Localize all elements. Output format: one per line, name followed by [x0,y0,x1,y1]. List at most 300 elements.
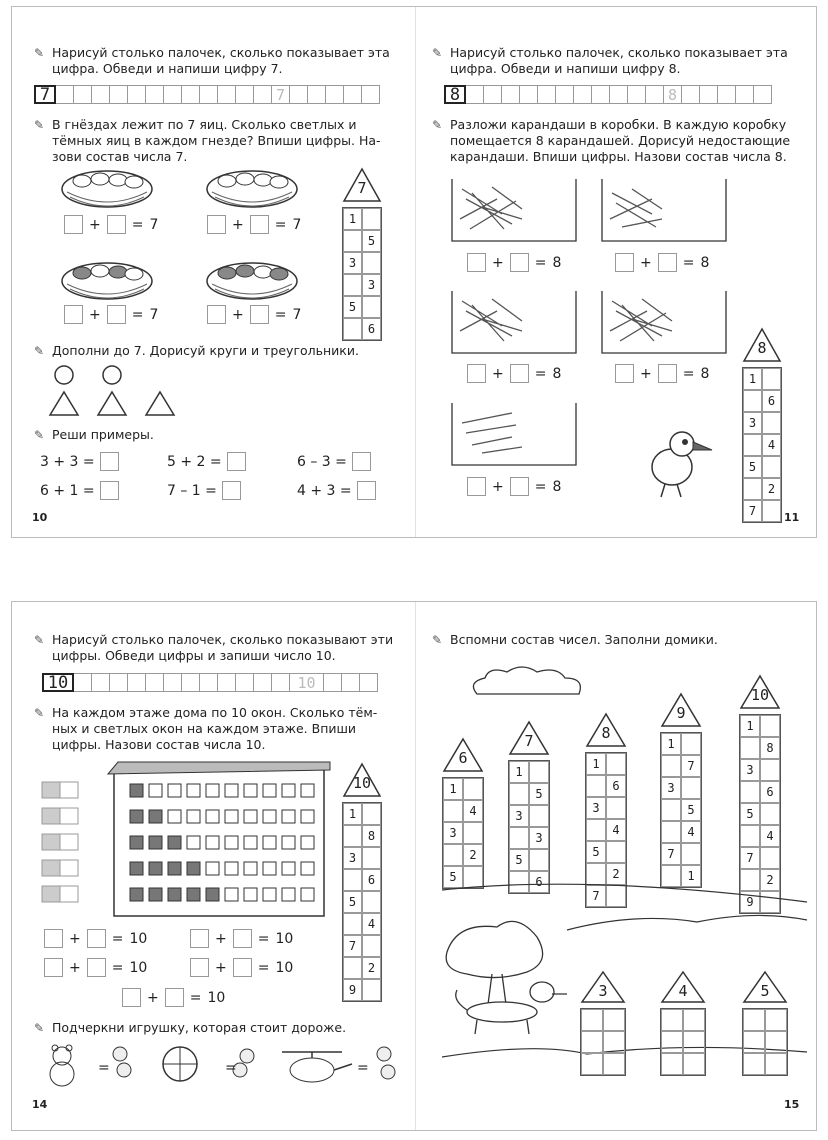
house-cell[interactable]: 1 [509,761,529,783]
legend-dark-square [42,782,60,798]
window [282,784,295,797]
write-cell[interactable] [92,85,110,104]
window [301,784,314,797]
equals-sign: = [225,1060,237,1076]
house-cell[interactable]: 4 [681,821,701,843]
pencil-boxes [452,179,772,469]
p15-house-6 [442,737,484,889]
house-cell[interactable]: 4 [463,800,483,822]
house-cell[interactable]: 4 [762,434,781,456]
window [168,784,181,797]
write-cell[interactable] [610,85,628,104]
answer-box[interactable] [467,477,486,496]
house-cell[interactable]: 3 [661,777,681,799]
house-cell[interactable]: 5 [362,230,381,252]
house-cell[interactable] [581,1009,603,1031]
house-cell[interactable]: 6 [762,390,781,412]
house-cell[interactable]: 8 [760,737,780,759]
house-roof-number: 9 [676,704,686,722]
house-roof-number: 8 [601,724,611,742]
write-cell[interactable] [754,85,772,104]
write-cell[interactable] [556,85,574,104]
house-cell[interactable] [683,1053,705,1075]
answer-box[interactable] [122,988,141,1007]
house-cell[interactable] [681,777,701,799]
house-cell[interactable] [606,753,626,775]
write-cell[interactable] [342,673,360,692]
p10-digit-row [34,85,380,104]
answer-box[interactable] [233,929,252,948]
house-cell[interactable] [586,775,606,797]
house-cell[interactable] [443,844,463,866]
house-cell[interactable] [529,761,549,783]
answer-box[interactable] [100,452,119,471]
house-cell[interactable]: 5 [343,296,362,318]
equals-sign: = [98,1060,110,1076]
house-cell[interactable] [509,783,529,805]
answer-box[interactable] [250,305,269,324]
window [263,784,276,797]
circle-shape [55,366,73,384]
window [187,862,200,875]
answer-box[interactable] [357,481,376,500]
house-cell[interactable] [661,1031,683,1053]
house-cell[interactable] [443,800,463,822]
write-cell[interactable] [164,673,182,692]
dog-icon [456,982,567,1034]
house-cell[interactable] [743,1031,765,1053]
house-cell[interactable] [463,778,483,800]
answer-box[interactable] [233,958,252,977]
write-cell[interactable] [110,673,128,692]
write-cell[interactable] [502,85,520,104]
house-cell[interactable] [603,1053,625,1075]
house-cell[interactable] [603,1009,625,1031]
house-cell[interactable]: 4 [606,819,626,841]
house-cell[interactable] [762,412,781,434]
write-cell[interactable] [182,673,200,692]
p14-trace-digit[interactable]: 10 [290,673,324,692]
house-cell[interactable] [743,1053,765,1075]
p11-trace-digit[interactable]: 8 [664,85,682,104]
window [225,836,238,849]
answer-box[interactable] [658,364,677,383]
house-cell[interactable]: 3 [740,759,760,781]
house-cell[interactable]: 1 [586,753,606,775]
house-cell[interactable] [603,1031,625,1053]
p14-task2: ✎ На каждом этаже дома по 10 окон. Сколько тём- ных и светлых окон на каждом этаже. Впиши цифры. Назови состав числа 10. [34,705,378,752]
answer-box[interactable] [227,452,246,471]
house-cell[interactable]: 5 [443,866,463,888]
house-cell[interactable]: 2 [463,844,483,866]
house-cell[interactable] [661,755,681,777]
house-cell[interactable] [362,252,381,274]
house-cell[interactable] [661,821,681,843]
windows-building [42,762,332,922]
house-cell[interactable]: 1 [743,368,762,390]
example: 3 + 3 = [40,452,119,471]
window [130,862,143,875]
write-cell[interactable] [718,85,736,104]
window [301,862,314,875]
answer-box[interactable] [165,988,184,1007]
answer-box[interactable] [615,364,634,383]
p11-task1: ✎ Нарисуй столько палочек, сколько показывает эта цифра. Обведи и напиши цифру 8. [432,45,788,76]
teddy-bear-icon [50,1045,74,1086]
nest-3 [62,263,152,299]
spread-pages-14-15 [11,601,817,1131]
house-grid [580,1008,626,1076]
window [168,836,181,849]
write-cell[interactable] [74,85,92,104]
window [244,836,257,849]
house-cell[interactable] [343,318,362,340]
house-cell[interactable] [760,803,780,825]
write-cell[interactable] [574,85,592,104]
house-cell[interactable]: 1 [661,733,681,755]
helicopter-icon [282,1052,352,1082]
write-cell[interactable] [236,85,254,104]
house-cell[interactable]: 8 [362,825,381,847]
house-cell[interactable] [581,1031,603,1053]
house-cell[interactable]: 3 [443,822,463,844]
pencil-icon: ✎ [34,46,45,60]
triangle-shape [98,392,126,415]
write-cell[interactable] [200,85,218,104]
answer-box[interactable] [107,305,126,324]
answer-box[interactable] [250,215,269,234]
window [301,888,314,901]
house-cell[interactable]: 5 [740,803,760,825]
house-cell[interactable]: 6 [362,869,381,891]
answer-box[interactable] [190,958,209,977]
house-cell[interactable]: 7 [743,500,762,522]
answer-box[interactable] [510,253,529,272]
house-cell[interactable] [740,825,760,847]
house-cell[interactable]: 3 [362,274,381,296]
pencil-icon: ✎ [34,344,45,358]
write-cell[interactable] [236,673,254,692]
house-cell[interactable]: 3 [343,847,362,869]
house-cell[interactable] [681,843,701,865]
write-cell[interactable] [56,85,74,104]
p10-equation: + = 7 [207,215,301,234]
p14-digit: 10 [42,673,74,692]
answer-box[interactable] [87,958,106,977]
house-cell[interactable]: 4 [760,825,780,847]
answer-box[interactable] [64,215,83,234]
p15-house-8 [585,712,627,908]
house-cell[interactable] [765,1031,787,1053]
house-cell[interactable] [606,841,626,863]
box-5 [452,403,576,465]
house-cell[interactable] [743,478,762,500]
write-cell[interactable] [272,673,290,692]
page-number: 14 [32,1098,48,1111]
house-cell[interactable] [586,819,606,841]
p11-equation: + = 8 [467,253,561,272]
house-cell[interactable]: 3 [509,805,529,827]
house-cell[interactable] [343,869,362,891]
house-cell[interactable] [529,849,549,871]
window [282,888,295,901]
write-cell[interactable] [200,673,218,692]
house-cell[interactable]: 2 [606,863,626,885]
house-cell[interactable] [606,797,626,819]
house-cell[interactable]: 5 [586,841,606,863]
p14-task1: ✎ Нарисуй столько палочек, сколько показывают эти цифры. Обведи цифры и запиши число 10. [34,632,394,663]
house-cell[interactable]: 2 [362,957,381,979]
write-cell[interactable] [128,673,146,692]
answer-box[interactable] [44,958,63,977]
house-cell[interactable] [760,847,780,869]
answer-box[interactable] [44,929,63,948]
window [301,810,314,823]
house-cell[interactable]: 3 [529,827,549,849]
write-cell[interactable] [128,85,146,104]
window [187,888,200,901]
house-cell[interactable] [343,274,362,296]
triangle-shape [50,392,78,415]
house-cell[interactable]: 3 [343,252,362,274]
house-cell[interactable] [362,935,381,957]
house-cell[interactable]: 1 [343,803,362,825]
p10-trace-digit[interactable]: 7 [272,85,290,104]
page-fold [415,602,416,1130]
answer-box[interactable] [64,305,83,324]
answer-box[interactable] [207,305,226,324]
house-cell[interactable]: 6 [529,871,549,893]
house-cell[interactable] [362,847,381,869]
house-cell[interactable]: 7 [586,885,606,907]
answer-box[interactable] [207,215,226,234]
write-cell[interactable] [308,85,326,104]
answer-box[interactable] [87,929,106,948]
house-cell[interactable] [529,805,549,827]
answer-box[interactable] [510,364,529,383]
example: 5 + 2 = [167,452,246,471]
house-cell[interactable] [765,1009,787,1031]
cloud-illustration [467,664,597,704]
ball-icon [163,1047,197,1081]
answer-box[interactable] [510,477,529,496]
house-cell[interactable] [681,733,701,755]
p10-equation: + = 7 [207,305,301,324]
p11-number-house [742,327,782,523]
house-cell[interactable] [765,1053,787,1075]
house-cell[interactable] [762,456,781,478]
house-cell[interactable] [661,1009,683,1031]
p10-number-house [342,167,382,341]
pencil-icon: ✎ [34,1021,45,1035]
write-cell[interactable] [466,85,484,104]
window [244,784,257,797]
window [149,862,162,875]
pencil-icon: ✎ [432,46,443,60]
house-cell[interactable]: 5 [681,799,701,821]
house-cell[interactable]: 7 [681,755,701,777]
write-cell[interactable] [110,85,128,104]
answer-box[interactable] [190,929,209,948]
pencil-icon: ✎ [34,633,45,647]
house-cell[interactable]: 5 [529,783,549,805]
p10-task3: ✎ Дополни до 7. Дорисуй круги и треугольники. [34,343,359,358]
house-cell[interactable] [661,799,681,821]
house-cell[interactable]: 1 [443,778,463,800]
write-cell[interactable] [360,673,378,692]
write-cell[interactable] [538,85,556,104]
write-cell[interactable] [290,85,308,104]
house-roof-number: 3 [598,982,608,1000]
window [130,810,143,823]
write-cell[interactable] [146,85,164,104]
write-cell[interactable] [254,673,272,692]
page-fold [415,7,416,537]
answer-box[interactable] [467,253,486,272]
window [263,836,276,849]
coins-icon [377,1047,395,1079]
house-cell[interactable] [581,1053,603,1075]
house-cell[interactable]: 6 [760,781,780,803]
answer-box[interactable] [352,452,371,471]
house-cell[interactable]: 3 [743,412,762,434]
write-cell[interactable] [218,85,236,104]
house-cell[interactable] [762,500,781,522]
write-cell[interactable] [92,673,110,692]
window [187,784,200,797]
write-cell[interactable] [736,85,754,104]
window [206,888,219,901]
house-cell[interactable] [343,230,362,252]
window [225,862,238,875]
legend-light-square [60,782,78,798]
answer-box[interactable] [467,364,486,383]
write-cell[interactable] [218,673,236,692]
write-cell[interactable] [74,673,92,692]
house-cell[interactable]: 9 [740,891,760,913]
window [130,836,143,849]
house-cell[interactable]: 4 [362,913,381,935]
house-cell[interactable]: 1 [740,715,760,737]
p11-equation: + = 8 [615,253,709,272]
house-cell[interactable]: 1 [343,208,362,230]
house-cell[interactable] [743,434,762,456]
answer-box[interactable] [100,481,119,500]
write-cell[interactable] [484,85,502,104]
house-cell[interactable] [362,208,381,230]
pencil-icon: ✎ [432,633,443,647]
write-cell[interactable] [324,673,342,692]
write-cell[interactable] [646,85,664,104]
house-cell[interactable] [683,1009,705,1031]
page-number: 10 [32,511,48,524]
house-grid [660,1008,706,1076]
house-cell[interactable]: 9 [343,979,362,1001]
p10-task4: ✎ Реши примеры. [34,427,154,442]
p15-house-10 [739,674,781,914]
house-cell[interactable]: 7 [661,843,681,865]
house-cell[interactable] [343,913,362,935]
answer-box[interactable] [658,253,677,272]
house-cell[interactable]: 3 [586,797,606,819]
write-cell[interactable] [182,85,200,104]
answer-box[interactable] [615,253,634,272]
house-cell[interactable]: 2 [762,478,781,500]
window [282,836,295,849]
write-cell[interactable] [146,673,164,692]
toys-row [42,1042,402,1092]
write-cell[interactable] [628,85,646,104]
house-cell[interactable]: 5 [343,891,362,913]
legend-light-square [60,808,78,824]
write-cell[interactable] [520,85,538,104]
p14-equation: + = 10 [190,929,293,948]
house-cell[interactable] [362,891,381,913]
house-cell[interactable]: 6 [606,775,626,797]
answer-box[interactable] [222,481,241,500]
write-cell[interactable] [344,85,362,104]
nests-illustration [62,167,362,327]
house-cell[interactable] [362,803,381,825]
house-cell[interactable] [743,390,762,412]
house-cell[interactable] [463,822,483,844]
write-cell[interactable] [326,85,344,104]
house-cell[interactable] [509,827,529,849]
house-cell[interactable]: 5 [743,456,762,478]
house-cell[interactable] [343,825,362,847]
window [301,836,314,849]
house-cell[interactable]: 7 [740,847,760,869]
p11-equation: + = 8 [467,364,561,383]
window [206,810,219,823]
house-cell[interactable] [343,957,362,979]
house-cell[interactable]: 1 [681,865,701,887]
p14-equation: + = 10 [44,929,147,948]
answer-box[interactable] [107,215,126,234]
house-cell[interactable]: 2 [760,869,780,891]
write-cell[interactable] [254,85,272,104]
house-cell[interactable] [661,1053,683,1075]
p14-number-house [342,762,382,1002]
house-cell[interactable] [362,979,381,1001]
p14-equation: + = 10 [190,958,293,977]
box-2 [602,179,726,241]
write-cell[interactable] [682,85,700,104]
window [149,810,162,823]
house-cell[interactable] [760,759,780,781]
house-cell[interactable] [740,781,760,803]
house-cell[interactable] [762,368,781,390]
house-cell[interactable] [760,715,780,737]
house-cell[interactable] [683,1031,705,1053]
equals-sign: = [357,1060,369,1076]
write-cell[interactable] [700,85,718,104]
write-cell[interactable] [164,85,182,104]
house-cell[interactable] [743,1009,765,1031]
house-cell[interactable] [740,737,760,759]
house-cell[interactable] [362,296,381,318]
write-cell[interactable] [592,85,610,104]
tree-icon [446,921,542,1012]
window [130,888,143,901]
legend-dark-square [42,834,60,850]
write-cell[interactable] [362,85,380,104]
p15-house-7 [508,720,550,894]
house-cell[interactable]: 5 [509,849,529,871]
p14-digit-row [42,673,378,692]
house-cell[interactable]: 6 [362,318,381,340]
house-cell[interactable]: 7 [343,935,362,957]
